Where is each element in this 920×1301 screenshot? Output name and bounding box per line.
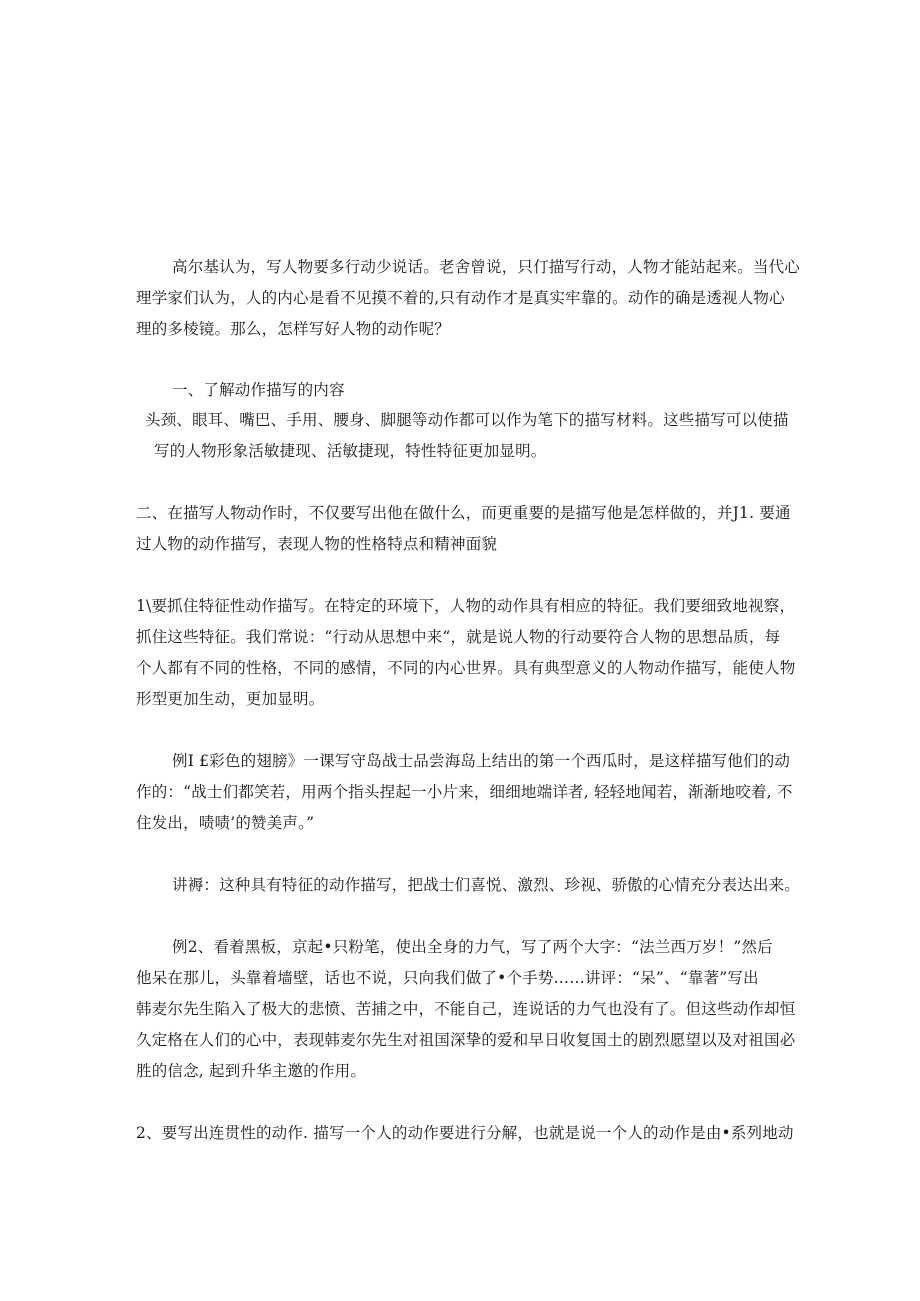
section-2-line-2: 过人物的动作描写，表现人物的性格特点和精神面貌	[136, 535, 498, 553]
intro-line-2: 理学家们认为，人的内心是看不见摸不着的,只有动作才是真实牢靠的。动作的确是透视人物心	[136, 289, 785, 307]
example-2-line-1: 例2、看着黑板，京起•只粉笔，使出全身的力气，写了两个大字：“法兰西万岁！”然后	[172, 938, 773, 956]
point-2-line-1: 2、要写出连贯性的动作. 描写一个人的动作要进行分解，也就是说一个人的动作是由•系列地动	[136, 1124, 794, 1142]
point-1-line-1: 1\要抓住特征性动作描写。在特定的环境下，人物的动作具有相应的特征。我们要细致地视察，	[136, 597, 796, 615]
section-1-heading: 一、了解动作描写的内容	[172, 381, 345, 399]
point-1-line-2: 抓住这些特征。我们常说：“行动从思想中来“，就是说人物的行动要符合人物的思想品质，每	[136, 628, 781, 646]
section-2-line-1: 二、在描写人物动作时，不仅要写出他在做什么，而更重要的是描写他是怎样做的，并J1. 要通	[136, 504, 791, 522]
example-1-line-1: 例I £彩色的翅膀》一课写守岛战士品尝海岛上结出的第一个西瓜时，是这样描写他们的动	[172, 752, 791, 770]
point-1-line-4: 形型更加生动，更加显明。	[136, 690, 325, 708]
comment-1-line-1: 讲褥：这种具有特征的动作描写，把战士们喜悦、激烈、珍视、骄傲的心情充分表达出来。	[172, 876, 801, 894]
example-2-line-3: 韩麦尔先生陷入了极大的悲愤、苦捕之中，不能自己，连说话的力气也没有了。但这些动作却恒	[136, 1000, 796, 1018]
point-1-line-3: 个人都有不同的性格，不同的感情，不同的内心世界。具有典型意义的人物动作描写，能使人物	[136, 659, 796, 677]
intro-line-3: 理的多棱镜。那么，怎样写好人物的动作呢？	[136, 320, 451, 338]
example-2-line-4: 久定格在人们的心中，表现韩麦尔先生对祖国深挚的爱和早日收复国土的剧烈愿望以及对祖国必	[136, 1031, 796, 1049]
intro-line-1: 高尔基认为，写人物要多行动少说话。老舍曾说，只仃描写行动，人物才能站起来。当代心	[172, 258, 801, 276]
section-1-line-2: 写的人物形象活敏捷现、活敏捷现，特性特征更加显明。	[154, 442, 547, 460]
example-2-line-2: 他呆在那儿，头靠着墙壁，话也不说，只向我们做了•个手势……讲评：“呆”、“靠著”写出	[136, 969, 759, 987]
example-2-line-5: 胜的信念, 起到升华主邀的作用。	[136, 1062, 367, 1080]
example-1-line-3: 住发出，啧啧’的赞美声。”	[136, 814, 315, 832]
section-1-line-1: 头颈、眼耳、嘴巴、手用、腰身、脚腿等动作都可以作为笔下的描写材料。这些描写可以使描	[145, 411, 789, 429]
example-1-line-2: 作的：“战士们都笑若，用两个指头捏起一小片来，细细地端详者, 轻轻地闻若，渐渐地咬着, 不	[136, 783, 793, 801]
